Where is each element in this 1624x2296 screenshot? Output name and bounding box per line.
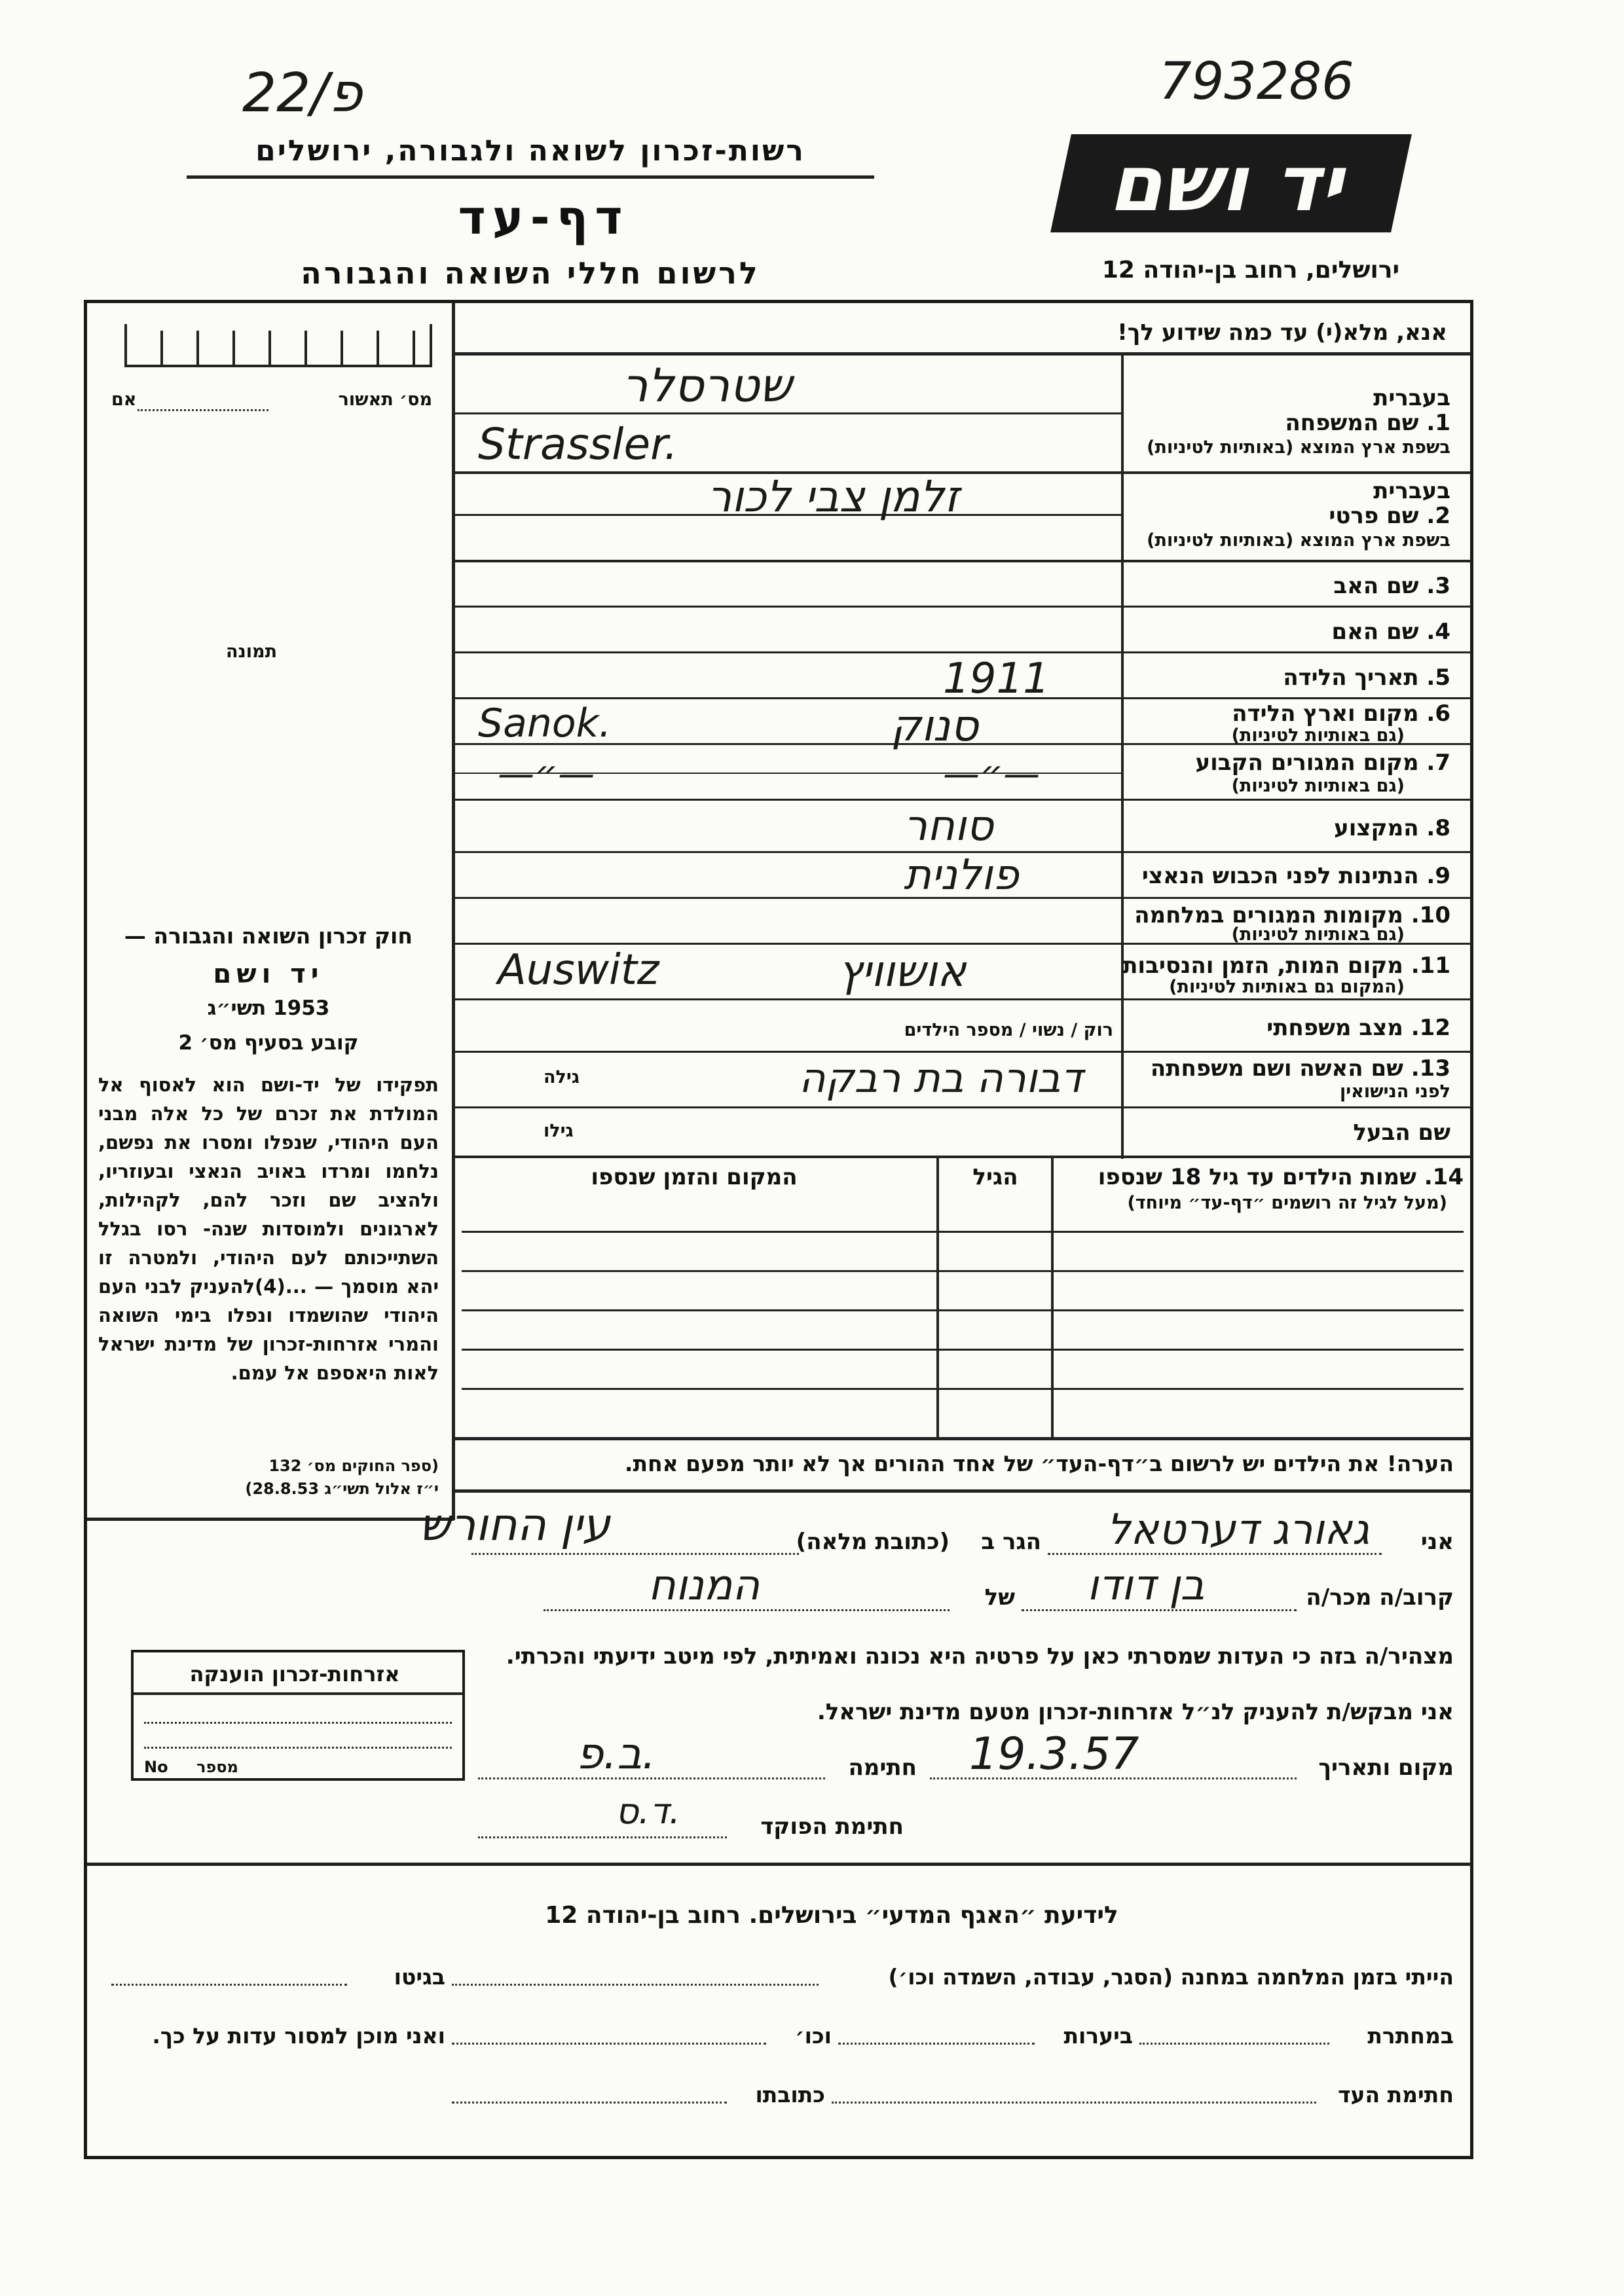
row-sep-14 xyxy=(454,1156,1471,1158)
bottom-ghetto-label: בגיטו xyxy=(394,1964,445,1990)
field-8-value[interactable]: סוחר xyxy=(904,802,993,850)
field-9-label: 9. הנתינות לפני הכבוש הנאצי xyxy=(1141,863,1450,889)
field-5-value[interactable]: 1911 xyxy=(943,655,1050,703)
children-sub: (מעל לגיל זה רושמים ״דף-עד״ מיוחד) xyxy=(1127,1193,1447,1213)
bottom-notice: לידיעת ״האגף המדעי״ בירושלים. רחוב בן-יהודה 12 xyxy=(545,1902,1118,1929)
bottom-forests-line xyxy=(838,2043,1035,2045)
decl-date-line xyxy=(930,1777,1297,1779)
bottom-section-divider xyxy=(87,1863,1471,1866)
decl-name-line xyxy=(1048,1553,1382,1555)
id-number-label: מס׳ תאשור xyxy=(338,390,432,410)
address-header: ירושלים, רחוב בן-יהודה 12 xyxy=(1101,257,1400,283)
note-text: הערה! את הילדים יש לרשום ב״דף-העד״ של אחד ההורים אך לא יותר מפעם אחת. xyxy=(624,1451,1454,1476)
decl-of-label: של xyxy=(984,1584,1015,1611)
field-7-hebrew-value[interactable]: —״— xyxy=(943,753,1041,795)
husband-label: שם הבעל xyxy=(1353,1120,1450,1146)
children-place-header: המקום והזמן שנספו xyxy=(591,1164,798,1190)
authority-title: רשות-זכרון לשואה ולגבורה, ירושלים xyxy=(255,134,805,168)
row-sep-11 xyxy=(454,998,1471,1000)
law-name: יד ושם xyxy=(213,959,324,989)
citizenship-number-label: מספר xyxy=(196,1758,238,1776)
decl-statement: מצהיר/ה בזה כי העדות שמסרתי כאן על פרטיה היא נכונה ואמיתית, לפי מיטב ידיעתי והכרתי. xyxy=(506,1643,1454,1669)
row-sep-12 xyxy=(454,1051,1471,1053)
id-number-line xyxy=(138,409,268,411)
decl-officer-signature: ד.ס. xyxy=(616,1791,680,1832)
decl-signature-value[interactable]: ב.פ. xyxy=(576,1728,656,1779)
handwritten-file-mark: 22/פ xyxy=(242,62,363,124)
yad-vashem-logo: יד ושם xyxy=(1050,134,1412,232)
law-clause: קובע בסעיף מס׳ 2 xyxy=(178,1031,359,1055)
field-8-label: 8. המקצוע xyxy=(1334,815,1450,841)
field-7-sub: (גם באותיות לטיניות) xyxy=(1231,776,1405,796)
row-sep-1 xyxy=(454,471,1471,474)
side-column-divider xyxy=(452,302,455,1520)
bottom-line-1: הייתי בזמן המלחמה במחנה (הסגר, עבודה, השמדה וכו׳) xyxy=(888,1964,1454,1990)
decl-relation-line xyxy=(1022,1609,1297,1611)
bottom-witness-signature-line xyxy=(832,2102,1316,2104)
children-label: 14. שמות הילדים עד גיל 18 שנספו xyxy=(1098,1164,1464,1190)
citizenship-no-label: No xyxy=(144,1758,168,1776)
decl-resides: הגר ב xyxy=(981,1529,1041,1555)
field-11-sub: (המקום גם באותיות לטיניות) xyxy=(1169,977,1405,997)
field-11-latin-value[interactable]: Auswitz xyxy=(498,946,659,994)
form-subtitle: לרשום חללי השואה והגבורה xyxy=(301,255,760,291)
field-1-lang: בעברית xyxy=(1373,385,1450,411)
form-title: דף-עד xyxy=(458,190,629,245)
bottom-ready-text: ואני מוכן למסור עדות על כך. xyxy=(152,2023,445,2049)
title-underline xyxy=(187,175,874,179)
decl-date-value[interactable]: 19.3.57 xyxy=(969,1728,1139,1780)
field-1-sub: בשפת ארץ המוצא (באותיות לטיניות) xyxy=(1147,437,1450,458)
citizenship-title: אזרחות-זכרון הוענקה xyxy=(189,1662,400,1686)
decl-address-value[interactable]: עין החורש xyxy=(419,1499,610,1551)
law-source-1: (ספר החוקים מס׳ 132 xyxy=(268,1457,439,1475)
field-13-label: 13. שם האשה ושם משפחתה xyxy=(1150,1055,1450,1082)
field-10-sub: (גם באותיות לטיניות) xyxy=(1231,924,1405,945)
field-6-label: 6. מקום וארץ הלידה xyxy=(1232,701,1450,727)
field-2-label: 2. שם פרטי xyxy=(1329,503,1450,529)
decl-address-label: (כתובת מלאה) xyxy=(796,1529,950,1555)
label-column-divider xyxy=(1121,354,1124,1159)
children-row-5 xyxy=(462,1388,1464,1390)
decl-name-value[interactable]: גאורג דערטאל xyxy=(1107,1506,1370,1554)
husband-age-label: גילו xyxy=(544,1121,574,1141)
field-6-latin-value[interactable]: Sanok. xyxy=(478,701,612,746)
field-6-sub: (גם באותיות לטיניות) xyxy=(1231,725,1405,746)
intro-instruction: אנא, מלא(י) עד כמה שידוע לך! xyxy=(1117,319,1447,346)
row-sep-13 xyxy=(454,1106,1471,1108)
field-7-latin-value[interactable]: —״— xyxy=(498,753,595,795)
citizenship-line-2 xyxy=(144,1747,452,1749)
children-row-1 xyxy=(462,1231,1464,1233)
row-sep-3 xyxy=(454,606,1471,608)
field-1-label: 1. שם המשפחה xyxy=(1285,410,1450,436)
decl-signature-label: חתימה xyxy=(848,1755,917,1781)
decl-officer-label: חתימת הפוקד xyxy=(760,1813,904,1840)
field-11-label: 11. מקום המות, הזמן והנסיבות xyxy=(1122,953,1450,979)
field-11-hebrew-value[interactable]: אושוויץ xyxy=(838,946,967,996)
field-3-label: 3. שם האב xyxy=(1333,573,1450,599)
field-13-value[interactable]: דבורה בת רבקה xyxy=(799,1054,1083,1102)
children-col-divider-1 xyxy=(936,1156,939,1437)
bottom-underground-line xyxy=(1139,2043,1329,2045)
children-row-4 xyxy=(462,1349,1464,1351)
field-1-latin-value[interactable]: Strassler. xyxy=(478,419,678,469)
children-row-2 xyxy=(462,1270,1464,1272)
side-column-bottom xyxy=(87,1518,454,1521)
field-2-sub: בשפת ארץ המוצא (באותיות לטיניות) xyxy=(1147,530,1450,551)
bottom-etc-label: וכו׳ xyxy=(795,2023,832,2049)
note-bottom xyxy=(454,1489,1471,1493)
decl-relation-value[interactable]: בן דודו xyxy=(1087,1561,1205,1610)
field-9-value[interactable]: פולנית xyxy=(904,851,1019,900)
decl-address-line xyxy=(471,1553,799,1555)
bottom-etc-line xyxy=(452,2043,766,2045)
row1-inner-line xyxy=(454,412,1122,414)
decl-place-date-label: מקום ותאריך xyxy=(1318,1755,1454,1781)
row-sep-7 xyxy=(454,799,1471,801)
field-5-label: 5. תאריך הלידה xyxy=(1283,665,1450,691)
citizenship-line-1 xyxy=(144,1722,452,1724)
handwritten-record-number: 793286 xyxy=(1159,52,1354,111)
citizenship-title-line xyxy=(134,1692,462,1695)
bottom-witness-address-label: כתובתו xyxy=(755,2082,825,2107)
decl-request: אני מבקש/ת להעניק לנ״ל אזרחות-זכרון מטעם מדינת ישראל. xyxy=(817,1699,1454,1725)
law-title: חוק זכרון השואה והגבורה — xyxy=(124,923,413,949)
field-12-options[interactable]: רוק / נשוי / מספר הילדים xyxy=(904,1020,1113,1040)
law-source-2: י״ז אלול תשי״ג 28.8.53) xyxy=(245,1480,439,1498)
field-13-age-label: גילה xyxy=(544,1067,580,1087)
decl-officer-line xyxy=(478,1836,727,1838)
id-box xyxy=(124,324,432,367)
decl-of-line xyxy=(544,1609,950,1611)
row-sep-4 xyxy=(454,651,1471,653)
bottom-camp-line xyxy=(452,1984,819,1986)
decl-signature-line xyxy=(478,1777,825,1779)
field-4-label: 4. שם האם xyxy=(1331,619,1450,645)
law-year: 1953 תשי״ג xyxy=(207,996,330,1020)
field-6-hebrew-value[interactable]: סנוק xyxy=(891,701,979,751)
field-10-label: 10. מקומות המגורים במלחמה xyxy=(1134,902,1450,928)
field-12-label: 12. מצב משפחתי xyxy=(1266,1015,1450,1041)
id-number-suffix: אם xyxy=(111,390,137,410)
decl-prefix: אני xyxy=(1420,1529,1454,1555)
row-sep-2 xyxy=(454,560,1471,562)
bottom-ghetto-line xyxy=(111,1984,347,1986)
field-13-sub: לפני הנישואין xyxy=(1339,1082,1450,1102)
photo-placeholder-label: תמונה xyxy=(226,642,278,662)
field-2-lang: בעברית xyxy=(1373,478,1450,504)
bottom-witness-signature-label: חתימת העד xyxy=(1338,2082,1454,2107)
bottom-witness-address-line xyxy=(452,2102,727,2104)
intro-line xyxy=(454,352,1471,355)
decl-relation-label: קרוב/ה מכר/ה xyxy=(1306,1584,1454,1611)
decl-of-value[interactable]: המנוח xyxy=(648,1561,760,1610)
children-row-3 xyxy=(462,1309,1464,1311)
children-bottom xyxy=(454,1437,1471,1440)
children-col-divider-2 xyxy=(1051,1156,1054,1437)
bottom-underground-label: במחתרת xyxy=(1367,2023,1454,2049)
field-1-hebrew-value[interactable]: שטרסלר xyxy=(622,359,792,412)
law-text: תפקידו של יד-ושם הוא לאסוף אל המולדת את זכרם של כל אלה מבני העם היהודי, שנפלו ומסרו את נפשם, נלחמו ומרדו באויב הנאצי ובעוזריו, ולהציב שם וזכר להם, לקהילות, לארגונים ולמוסדות שנה- רסו בגלל השתייכותם לעם היהודי, ולמטרה זו יהא מוסמך — ...(4)להעניק לבני העם היהודי שהושמדו ונפלו בימי השואה והמרי אזרחות-זכרון של מדינת ישראל לאות היאספם אל עמם. xyxy=(98,1074,439,1384)
children-age-header: הגיל xyxy=(972,1164,1018,1190)
bottom-forests-label: ביערות xyxy=(1063,2023,1133,2049)
field-2-hebrew-value[interactable]: זלמן צבי לכור xyxy=(707,471,959,522)
field-7-label: 7. מקום המגורים הקבוע xyxy=(1195,750,1450,776)
